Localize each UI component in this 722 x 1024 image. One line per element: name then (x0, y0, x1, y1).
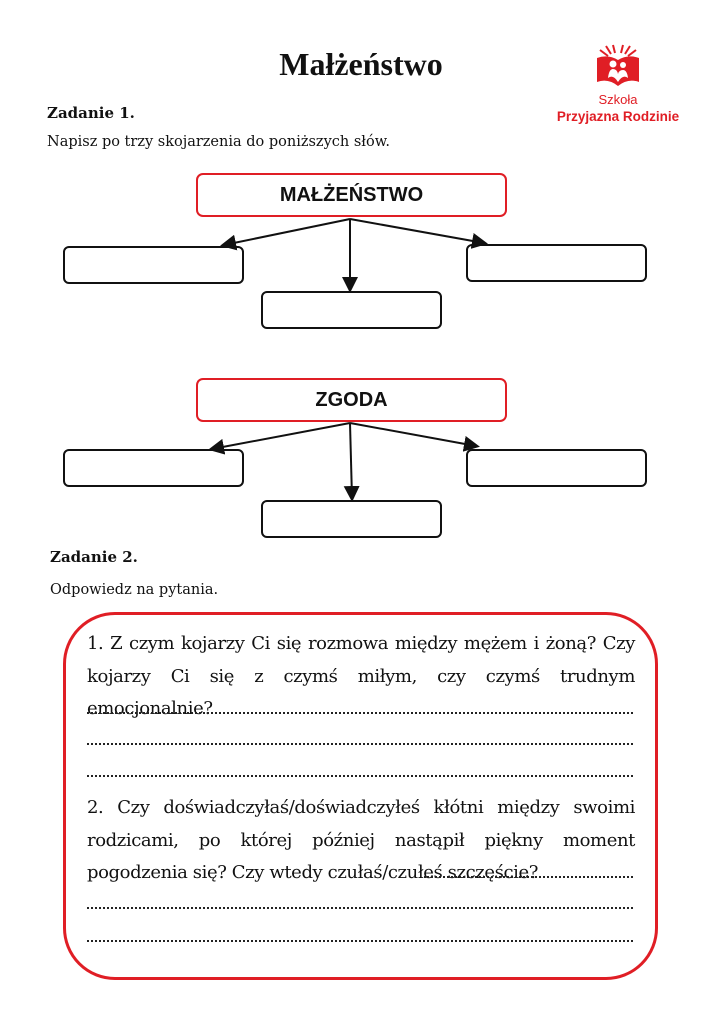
arrow (350, 219, 484, 243)
page-title: Małżeństwo (279, 46, 443, 82)
arrow (350, 423, 352, 498)
logo-text-line1: Szkoła (598, 92, 638, 107)
answer-line[interactable] (87, 940, 633, 942)
association-box[interactable] (466, 244, 647, 282)
task2-instruction: Odpowiedz na pytania. (50, 582, 219, 598)
answer-line[interactable] (424, 876, 633, 878)
arrow (350, 423, 476, 446)
arrow (224, 219, 350, 245)
answer-line[interactable] (87, 743, 633, 745)
question-1: 1. Z czym kojarzy Ci się rozmowa między mężem i żoną? Czy kojarzy Ci się z czymś miłym, czy czymś trudnym emocjonalnie? (87, 633, 635, 719)
association-box[interactable] (261, 291, 442, 329)
answer-line[interactable] (87, 775, 633, 777)
question-2: 2. Czy doświadczyłaś/doświadczyłeś kłótni między swoimi rodzicami, po której później nastąpił piękny moment pogodzenia się? Czy wtedy czułaś/czułeś szczęście? (87, 797, 635, 883)
answer-line[interactable] (87, 907, 633, 909)
association-box[interactable] (63, 449, 244, 487)
arrow (212, 423, 350, 449)
word-box-malzenstwo: MAŁŻEŃSTWO (196, 173, 507, 217)
association-box[interactable] (466, 449, 647, 487)
task2-heading: Zadanie 2. (50, 548, 138, 566)
association-box[interactable] (261, 500, 442, 538)
logo-text-line2: Przyjazna Rodzinie (556, 109, 680, 124)
answer-line[interactable] (87, 712, 633, 714)
association-box[interactable] (63, 246, 244, 284)
word-box-zgoda: ZGODA (196, 378, 507, 422)
task1-instruction: Napisz po trzy skojarzenia do poniższych słów. (47, 134, 391, 150)
task1-heading: Zadanie 1. (47, 104, 135, 122)
